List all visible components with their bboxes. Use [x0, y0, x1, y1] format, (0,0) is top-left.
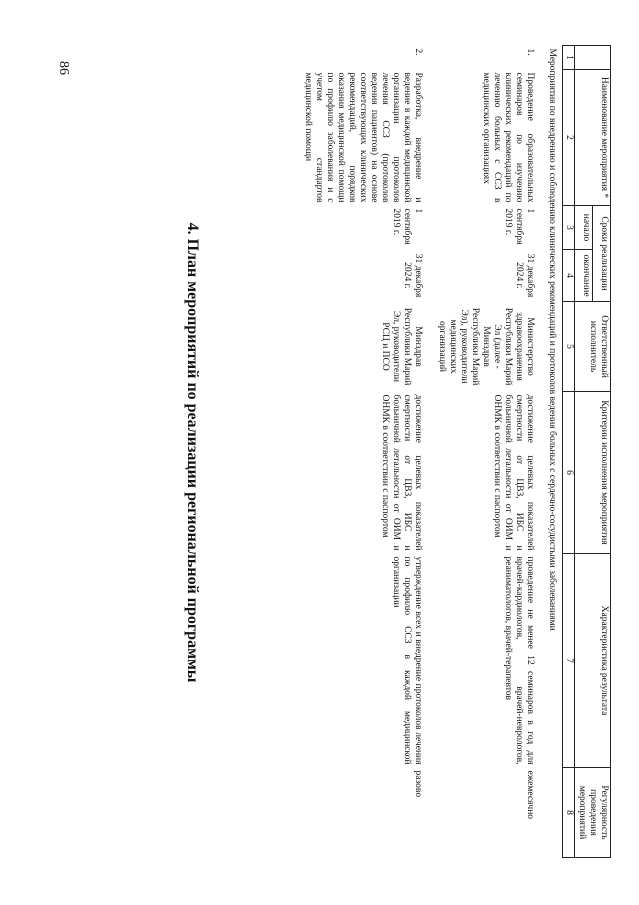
- header-name: Наименование мероприятия *: [575, 70, 611, 206]
- col-number-8: 8: [563, 768, 575, 858]
- row-end: 31 декабря 2024 г.: [514, 253, 535, 298]
- header-end: окончание: [575, 250, 593, 302]
- row-executor: Минздрав Республики Марий Эл, руководители РСЦ и ПСО: [380, 307, 423, 386]
- row-number: 2.: [413, 48, 423, 56]
- header-result: Характеристика результата: [575, 554, 611, 768]
- page-number: 86: [56, 61, 71, 75]
- col-number-5: 5: [563, 302, 575, 392]
- col-number-2: 2: [563, 70, 575, 206]
- header-start: начало: [575, 206, 593, 250]
- page-title: 4. План мероприятий по реализации региональной программы: [184, 222, 201, 683]
- header-executor: Ответственный исполнитель: [575, 302, 611, 392]
- header-terms: Сроки реализации: [593, 206, 611, 302]
- row-number: 1.: [525, 48, 535, 56]
- plan-table: [301, 45, 611, 858]
- row-executor: Министерство здравоохранения Республики Марий Эл (далее - Минздрав Республики Марий Эл), руководители медицинских организаций: [437, 307, 535, 386]
- row-name: Проведение образовательных семинаров по изучению клинических рекомендаций по лечению больных с ССЗ в медицинских организациях: [481, 72, 535, 203]
- header-number: [575, 46, 611, 70]
- section-title: Мероприятия по внедрению и соблюдению клинических рекомендаций и протоколов ведения больных с сердечно-сосудистыми заболеваниями: [547, 48, 557, 631]
- col-number-4: 4: [563, 250, 575, 302]
- col-number-7: 7: [563, 554, 575, 768]
- col-number-6: 6: [563, 392, 575, 554]
- row-name: Разработка, внедрение и ведение в каждой медицинской организации протоколов лечения ССЗ (протоколов ведения пациентов) на основе соответствующих клинических рекомендаций, порядков оказания медицинской помощи по профилю заболевания и с учетом стандартов медицинской помощи: [303, 72, 423, 203]
- row-end: 31 декабря 2024 г.: [402, 253, 423, 298]
- row-result: утверждение всех и внедрение протоколов лечения по профилю ССЗ в каждой медицинской организации: [391, 556, 423, 765]
- row-result: проведение не менее 12 семинаров в год для врачей-кардиологов, врачей-неврологов, реаниматологов, врачей-терапевтов: [503, 556, 535, 765]
- header-criteria: Критерии исполнения мероприятия: [575, 392, 611, 554]
- header-regularity: Регулярность проведения мероприятий: [575, 768, 611, 858]
- row-regularity: ежемесячно: [525, 770, 535, 820]
- row-start: 1 сентября 2019 г.: [503, 208, 535, 245]
- row-regularity: разово: [413, 770, 423, 798]
- table-row: [435, 46, 541, 858]
- row-start: 1 сентября 2019 г.: [391, 208, 423, 245]
- table-row: [301, 46, 435, 858]
- col-number-3: 3: [563, 206, 575, 250]
- row-criteria: достижение целевых показателей смертности от ЦВЗ, ИБС и больничной летальности от ОИМ и ОНМК в соответствии с паспортом: [380, 394, 423, 551]
- col-number-1: 1: [563, 46, 575, 70]
- row-criteria: достижение целевых показателей смертности от ЦВЗ, ИБС и больничной летальности от ОИМ и ОНМК в соответствии с паспортом: [492, 394, 535, 551]
